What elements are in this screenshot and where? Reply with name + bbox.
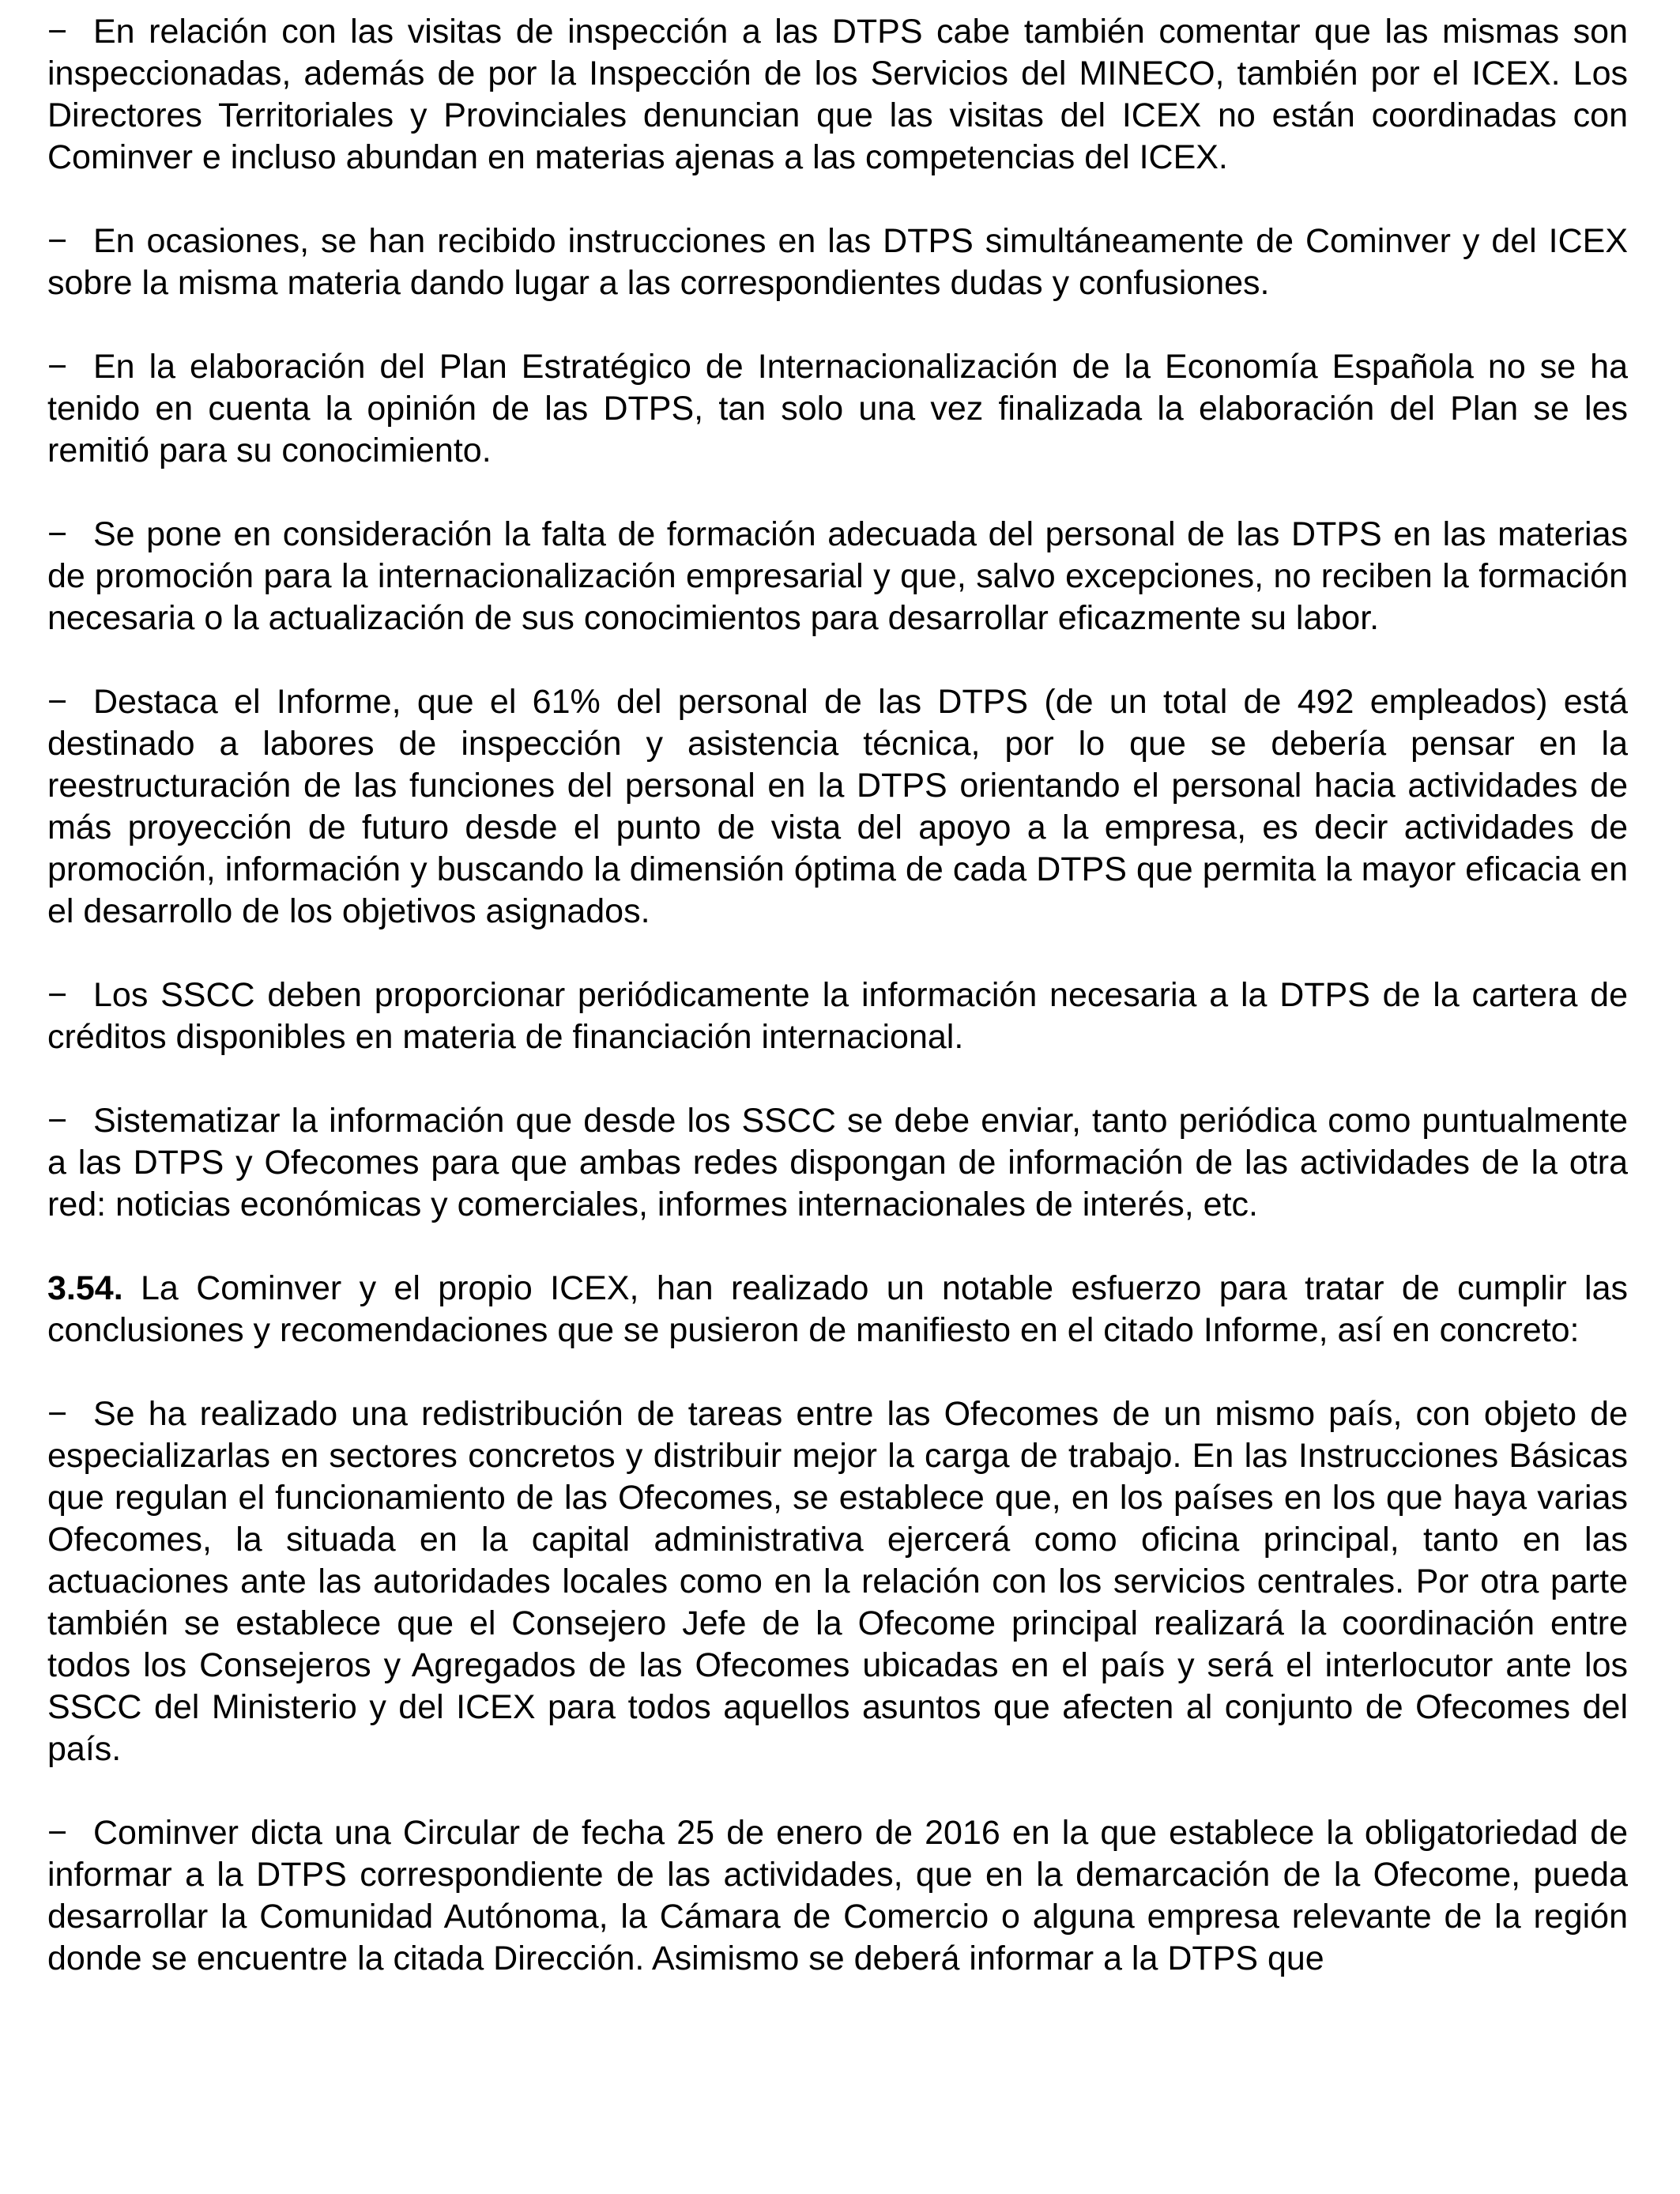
bullet-paragraph [47, 514, 1628, 639]
bullet-paragraph [47, 681, 1628, 933]
paragraph-number: 3.54. [47, 1269, 123, 1307]
dash-marker: − [47, 683, 68, 721]
bullet-paragraph [47, 346, 1628, 472]
dash-marker: − [47, 1102, 68, 1140]
paragraph-text: Se pone en consideración la falta de formación adecuada del personal de las DTPS en las materias de promoción para la internacionalización empresarial y que, salvo excepciones, no reciben la formación necesaria o la actualización de sus conocimientos para desarrollar eficazmente su labor. [47, 515, 1628, 637]
paragraph-text: En ocasiones, se han recibido instrucciones en las DTPS simultáneamente de Cominver y del ICEX sobre la misma materia dando lugar a las correspondientes dudas y confusiones. [47, 222, 1628, 302]
paragraph-text: Se ha realizado una redistribución de tareas entre las Ofecomes de un mismo país, con objeto de especializarlas en sectores concretos y distribuir mejor la carga de trabajo. En las Instrucciones Básicas que regulan el funcionamiento de las Ofecomes, se establece que, en los países en los que haya varias Ofecomes, la situada en la capital administrativa ejercerá como oficina principal, tanto en las actuaciones ante las autoridades locales como en la relación con los servicios centrales. Por otra parte también se establece que el Consejero Jefe de la Ofecome principal realizará la coordinación entre todos los Consejeros y Agregados de las Ofecomes ubicadas en el país y será el interlocutor ante los SSCC del Ministerio y del ICEX para todos aquellos asuntos que afecten al conjunto de Ofecomes del país. [47, 1395, 1628, 1768]
dash-marker: − [47, 222, 68, 260]
paragraph-text: Los SSCC deben proporcionar periódicamente la información necesaria a la DTPS de la cartera de créditos disponibles en materia de financiación internacional. [47, 976, 1628, 1056]
bullet-paragraph [47, 974, 1628, 1058]
paragraph-text: Sistematizar la información que desde los SSCC se debe enviar, tanto periódica como puntualmente a las DTPS y Ofecomes para que ambas redes dispongan de información de las actividades de la otra red: noticias económicas y comerciales, informes internacionales de interés, etc. [47, 1102, 1628, 1223]
paragraph-text: En relación con las visitas de inspección a las DTPS cabe también comentar que las mismas son inspeccionadas, además de por la Inspección de los Servicios del MINECO, también por el ICEX. Los Directores Territoriales y Provinciales denuncian que las visitas del ICEX no están coordinadas con Cominver e incluso abundan en materias ajenas a las competencias del ICEX. [47, 13, 1628, 176]
numbered-paragraph [47, 1268, 1628, 1351]
bullet-paragraph [47, 1812, 1628, 1980]
paragraph-text: La Cominver y el propio ICEX, han realizado un notable esfuerzo para tratar de cumplir las conclusiones y recomendaciones que se pusieron de manifiesto en el citado Informe, así en concreto: [47, 1269, 1628, 1349]
dash-marker: − [47, 976, 68, 1014]
dash-marker: − [47, 1395, 68, 1433]
dash-marker: − [47, 348, 68, 386]
bullet-paragraph [47, 221, 1628, 304]
paragraph-text: Cominver dicta una Circular de fecha 25 de enero de 2016 en la que establece la obligatoriedad de informar a la DTPS correspondiente de las actividades, que en la demarcación de la Ofecome, pueda desarrollar la Comunidad Autónoma, la Cámara de Comercio o alguna empresa relevante de la región donde se encuentre la citada Dirección. Asimismo se deberá informar a la DTPS que [47, 1814, 1628, 1977]
paragraph-text: Destaca el Informe, que el 61% del personal de las DTPS (de un total de 492 empleados) está destinado a labores de inspección y asistencia técnica, por lo que se debería pensar en la reestructuración de las funciones del personal en la DTPS orientando el personal hacia actividades de más proyección de futuro desde el punto de vista del apoyo a la empresa, es decir actividades de promoción, información y buscando la dimensión óptima de cada DTPS que permita la mayor eficacia en el desarrollo de los objetivos asignados. [47, 683, 1628, 930]
bullet-paragraph [47, 1100, 1628, 1226]
dash-marker: − [47, 13, 68, 51]
bullet-paragraph [47, 11, 1628, 179]
dash-marker: − [47, 515, 68, 553]
document-page [47, 11, 1628, 2022]
bullet-paragraph [47, 1393, 1628, 1770]
dash-marker: − [47, 1814, 68, 1852]
paragraph-text: En la elaboración del Plan Estratégico de Internacionalización de la Economía Española no se ha tenido en cuenta la opinión de las DTPS, tan solo una vez finalizada la elaboración del Plan se les remitió para su conocimiento. [47, 348, 1628, 469]
